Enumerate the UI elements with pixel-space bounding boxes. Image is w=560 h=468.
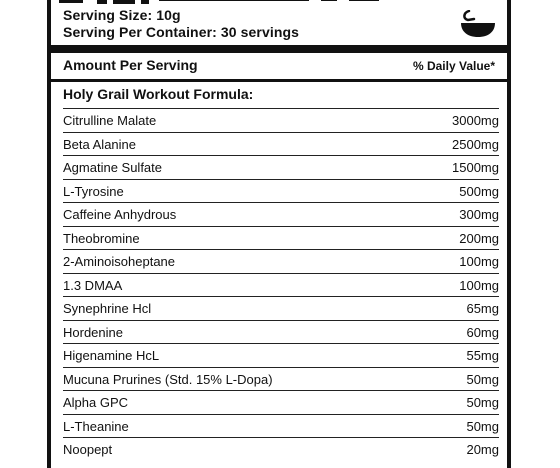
- ingredient-amount: 100mg: [459, 277, 499, 293]
- ingredient-row: [63, 437, 499, 461]
- ingredient-amount: 300mg: [459, 207, 499, 222]
- ingredient-row: [63, 108, 499, 132]
- ingredient-row: [63, 273, 499, 297]
- formula-title: Holy Grail Workout Formula:: [63, 86, 254, 102]
- ingredient-amount: 100mg: [459, 254, 499, 269]
- ingredient-name: 2-Aminoisoheptane: [63, 254, 176, 269]
- ingredient-row: [63, 296, 499, 320]
- ingredient-amount: 50mg: [466, 371, 499, 387]
- ingredient-name: L-Tyrosine: [63, 183, 124, 199]
- ingredient-row: [63, 155, 499, 179]
- ingredient-amount: 50mg: [466, 418, 499, 434]
- ingredient-amount: 50mg: [466, 395, 499, 410]
- ingredient-name: Higenamine HcL: [63, 348, 160, 363]
- ingredient-amount: 20mg: [466, 442, 499, 457]
- ingredient-row: [63, 179, 499, 203]
- amount-header-row: [63, 57, 495, 75]
- ingredient-name: Alpha GPC: [63, 395, 129, 410]
- ingredient-name: Hordenine: [63, 324, 123, 340]
- ingredient-row: [63, 226, 499, 250]
- ingredient-name: Noopept: [63, 442, 113, 457]
- scoop-icon: [460, 10, 496, 38]
- ingredient-name: Mucuna Prurines (Std. 15% L-Dopa): [63, 371, 273, 387]
- title-remnant: [59, 0, 419, 4]
- ingredient-amount: 500mg: [459, 183, 499, 199]
- ingredient-name: Synephrine Hcl: [63, 301, 152, 316]
- ingredient-name: Agmatine Sulfate: [63, 160, 163, 175]
- ingredient-name: Beta Alanine: [63, 136, 137, 152]
- thick-divider: [51, 45, 507, 53]
- ingredient-amount: 65mg: [466, 301, 499, 316]
- ingredient-amount: 60mg: [466, 324, 499, 340]
- ingredient-list: [63, 108, 499, 461]
- ingredient-row: [63, 343, 499, 367]
- ingredient-amount: 55mg: [466, 348, 499, 363]
- ingredient-row: [63, 202, 499, 226]
- daily-value-label: % Daily Value*: [412, 59, 495, 73]
- ingredient-row: [63, 249, 499, 273]
- amount-per-serving-label: Amount Per Serving: [63, 57, 198, 73]
- supplement-facts-panel: [47, 0, 511, 468]
- servings-per-container: Serving Per Container: 30 servings: [63, 24, 300, 40]
- ingredient-name: 1.3 DMAA: [63, 277, 123, 293]
- ingredient-row: [63, 320, 499, 344]
- ingredient-amount: 2500mg: [452, 136, 499, 152]
- ingredient-name: Theobromine: [63, 230, 140, 246]
- ingredient-row: [63, 390, 499, 414]
- serving-size: Serving Size: 10g: [63, 7, 181, 23]
- ingredient-name: Caffeine Anhydrous: [63, 207, 177, 222]
- ingredient-amount: 3000mg: [452, 113, 499, 128]
- ingredient-row: [63, 132, 499, 156]
- ingredient-row: [63, 414, 499, 438]
- medium-divider: [51, 79, 507, 82]
- ingredient-row: [63, 367, 499, 391]
- ingredient-amount: 1500mg: [452, 160, 499, 175]
- ingredient-name: L-Theanine: [63, 418, 129, 434]
- ingredient-amount: 200mg: [459, 230, 499, 246]
- ingredient-name: Citrulline Malate: [63, 113, 157, 128]
